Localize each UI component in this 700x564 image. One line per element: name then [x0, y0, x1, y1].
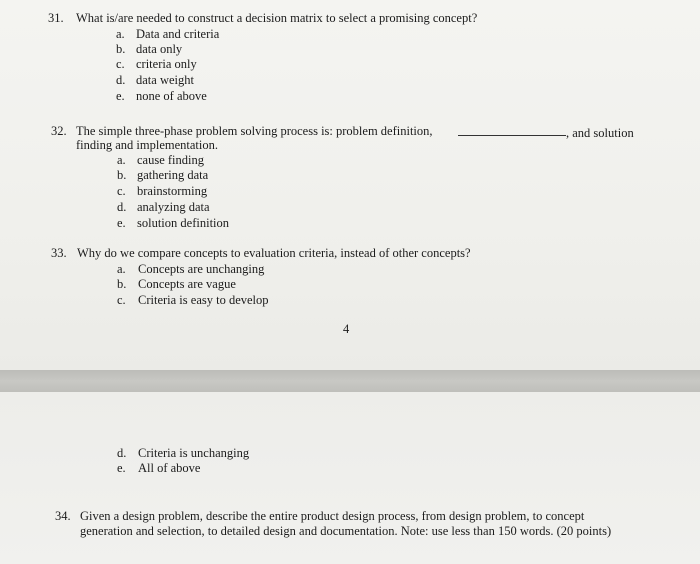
option-letter: a. [117, 153, 126, 167]
option-text: Concepts are unchanging [138, 262, 265, 276]
option-letter: e. [116, 89, 125, 103]
page-break-gap [0, 370, 700, 392]
question-text-line-2: finding and implementation. [76, 138, 218, 152]
option-text: cause finding [137, 153, 204, 167]
option-text: Criteria is unchanging [138, 446, 250, 460]
option-text: analyzing data [137, 200, 210, 214]
option-letter: b. [117, 168, 127, 182]
option-text: data weight [136, 73, 194, 87]
option-text: none of above [136, 89, 207, 103]
question-text: Why do we compare concepts to evaluation criteria, instead of other concepts? [77, 246, 471, 260]
option-text: brainstorming [137, 184, 208, 198]
option-letter: c. [117, 184, 126, 198]
option-letter: e. [117, 216, 126, 230]
question-text: What is/are needed to construct a decision matrix to select a promising concept? [76, 11, 478, 25]
question-number: 32. [51, 124, 67, 138]
page-bottom-sheet [0, 392, 700, 564]
page-number: 4 [343, 322, 350, 336]
option-letter: b. [116, 42, 126, 56]
question-number: 31. [48, 11, 64, 25]
question-number: 34. [55, 509, 71, 523]
option-text: gathering data [137, 168, 209, 182]
option-text: All of above [138, 461, 201, 475]
option-letter: d. [117, 446, 127, 460]
option-letter: a. [116, 27, 125, 41]
option-letter: b. [117, 277, 127, 291]
option-letter: e. [117, 461, 126, 475]
option-text: Criteria is easy to develop [138, 293, 269, 307]
option-text: solution definition [137, 216, 230, 230]
question-text-line-1: Given a design problem, describe the entire product design process, from design problem, to concept [80, 509, 585, 523]
option-letter: c. [116, 57, 125, 71]
option-text: criteria only [136, 57, 197, 71]
option-letter: c. [117, 293, 126, 307]
option-letter: d. [116, 73, 126, 87]
option-letter: d. [117, 200, 127, 214]
option-text: Concepts are vague [138, 277, 236, 291]
question-text-line-1: The simple three-phase problem solving process is: problem definition, [76, 124, 433, 138]
option-text: data only [136, 42, 183, 56]
question-number: 33. [51, 246, 67, 260]
option-letter: a. [117, 262, 126, 276]
fill-in-blank [458, 135, 566, 136]
question-text-line-2: generation and selection, to detailed design and documentation. Note: use less than 150 words. (20 points) [80, 524, 612, 538]
option-text: Data and criteria [136, 27, 220, 41]
question-text-after-blank: , and solution [566, 126, 634, 140]
